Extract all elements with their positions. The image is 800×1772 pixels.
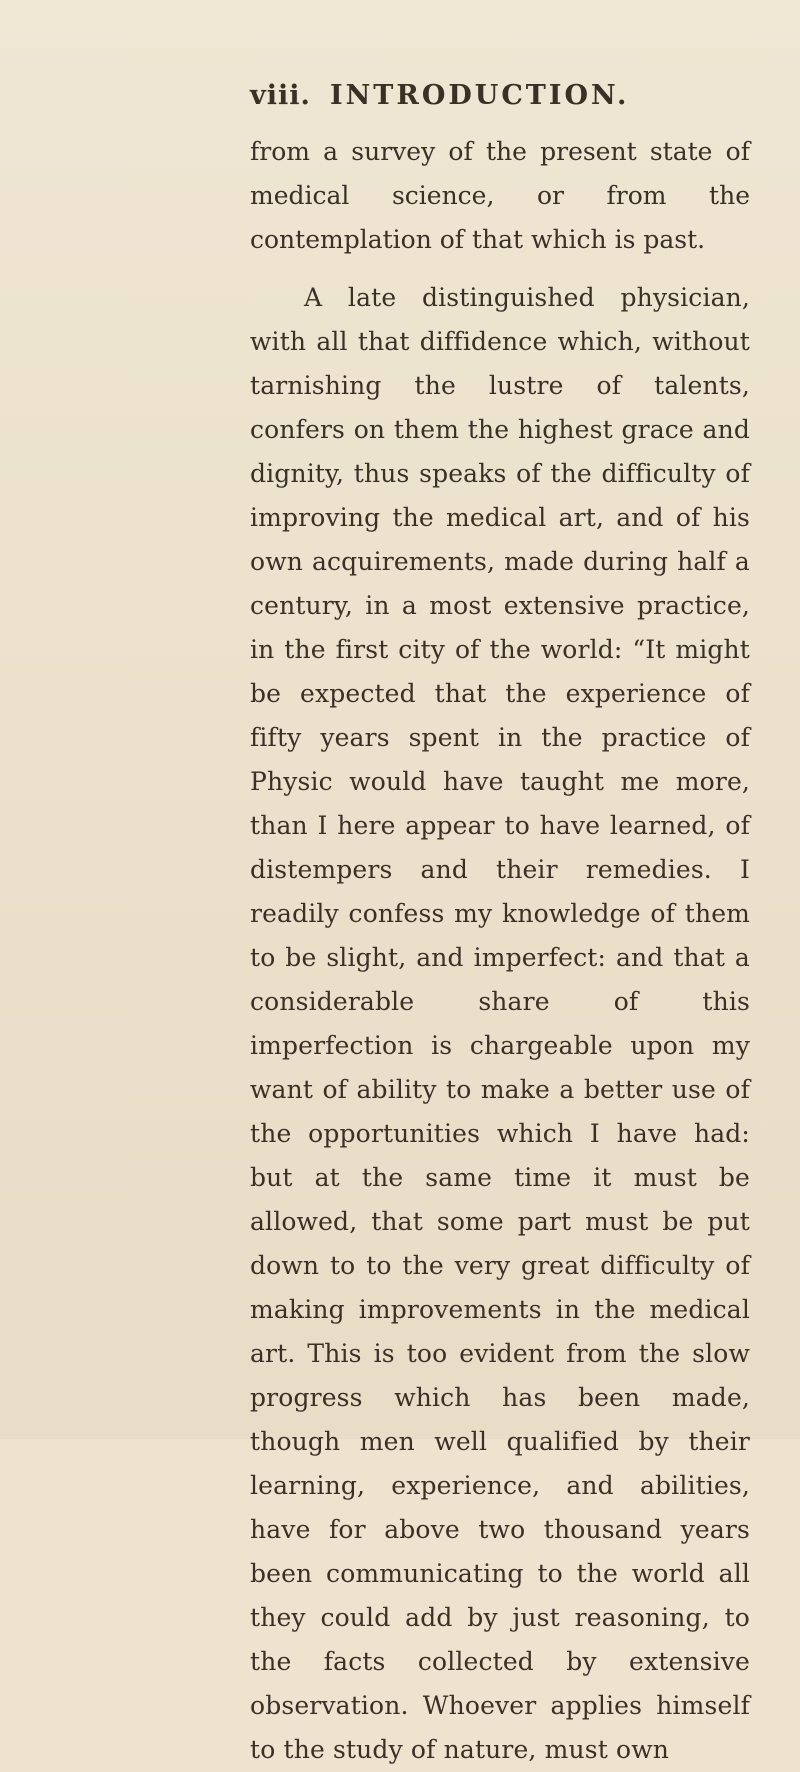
running-head (0, 76, 800, 116)
page-number: viii. (250, 80, 311, 111)
section-title: INTRODUCTION. (330, 80, 630, 111)
paragraph-continuation: from a survey of the present state of medical science, or from the contemplation of that which is past. (250, 137, 750, 254)
paragraph-quotation: A late distinguished physician, with all that diffidence which, without tarnishing the lustre of talents, confers on them the highest grace and dignity, thus speaks of the difficulty of improving the medical art, and of his own acquirements, made during half a century, in a most extensive practice, in the first city of the world: “It might be expected that the experience of fifty years spent in the practice of Physic would have taught me more, than I here appear to have learned, of distempers and their remedies. I readily confess my knowledge of them to be slight, and imperfect: and that a considerable share of this imperfection is chargeable upon my want of ability to make a better use of the opportunities which I have had: but at the same time it must be allowed, that some part must be put down to to the very great difficulty of making improvements in the medical art. This is too evident from the slow progress which has been made, though men well qualified by their learning, experience, and abilities, have for above two thousand years been communicating to the world all they could add by just reasoning, to the facts collected by extensive observation. Whoever applies himself to the study of nature, must own (250, 283, 750, 1764)
